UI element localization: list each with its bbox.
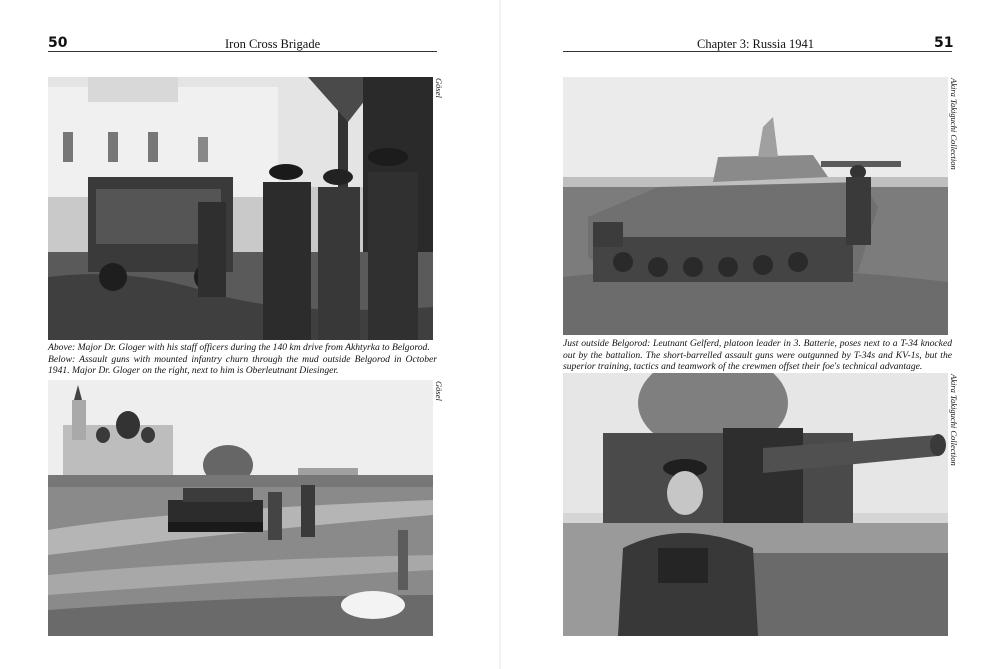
caption-block: [48, 342, 437, 377]
caption-block: [563, 338, 952, 373]
photo-credit: Akira Takiguchi Collection: [949, 78, 959, 170]
caption-above: Above: Major Dr. Gloger with his staff officers during the 140 km drive from Akhtyrka to Belgorod.: [48, 342, 430, 353]
photo-soldier-t34-gun-icon: [563, 373, 948, 636]
photo-t34-knocked-out-icon: [563, 77, 948, 335]
photo-soldier-t34-gun: [563, 373, 948, 636]
header-rule: [48, 51, 437, 52]
right-page: [500, 0, 1000, 669]
page-number: 50: [48, 35, 68, 51]
running-head: Chapter 3: Russia 1941: [697, 37, 815, 51]
caption-text: Just outside Belgorod: Leutnant Gelferd, platoon leader in 3. Batterie, poses next to a T-34 knocked out by the battalion. The short-barrelled assault guns were outgunned by T-34s and KV-1s, but the superior training, tactics and teamwork of the crewmen offset their foe's technical advantage.: [563, 338, 952, 373]
caption-below: Below: Assault guns with mounted infantry churn through the mud outside Belgorod in October 1941. Major Dr. Gloger on the right, next to him is Oberleutnant Diesinger.: [48, 353, 437, 377]
photo-credit: Gösel: [434, 78, 444, 98]
header-rule: [563, 51, 952, 52]
photo-officers-vehicle: [48, 77, 433, 340]
running-head: Iron Cross Brigade: [225, 37, 321, 51]
page-number: 51: [934, 35, 954, 51]
photo-officers-vehicle-icon: [48, 77, 433, 340]
photo-church-assault-gun-icon: [48, 380, 433, 636]
photo-t34-knocked-out: [563, 77, 948, 335]
photo-credit: Akira Takiguchi Collection: [949, 374, 959, 466]
photo-credit: Gösel: [434, 381, 444, 401]
photo-church-assault-gun: [48, 380, 433, 636]
